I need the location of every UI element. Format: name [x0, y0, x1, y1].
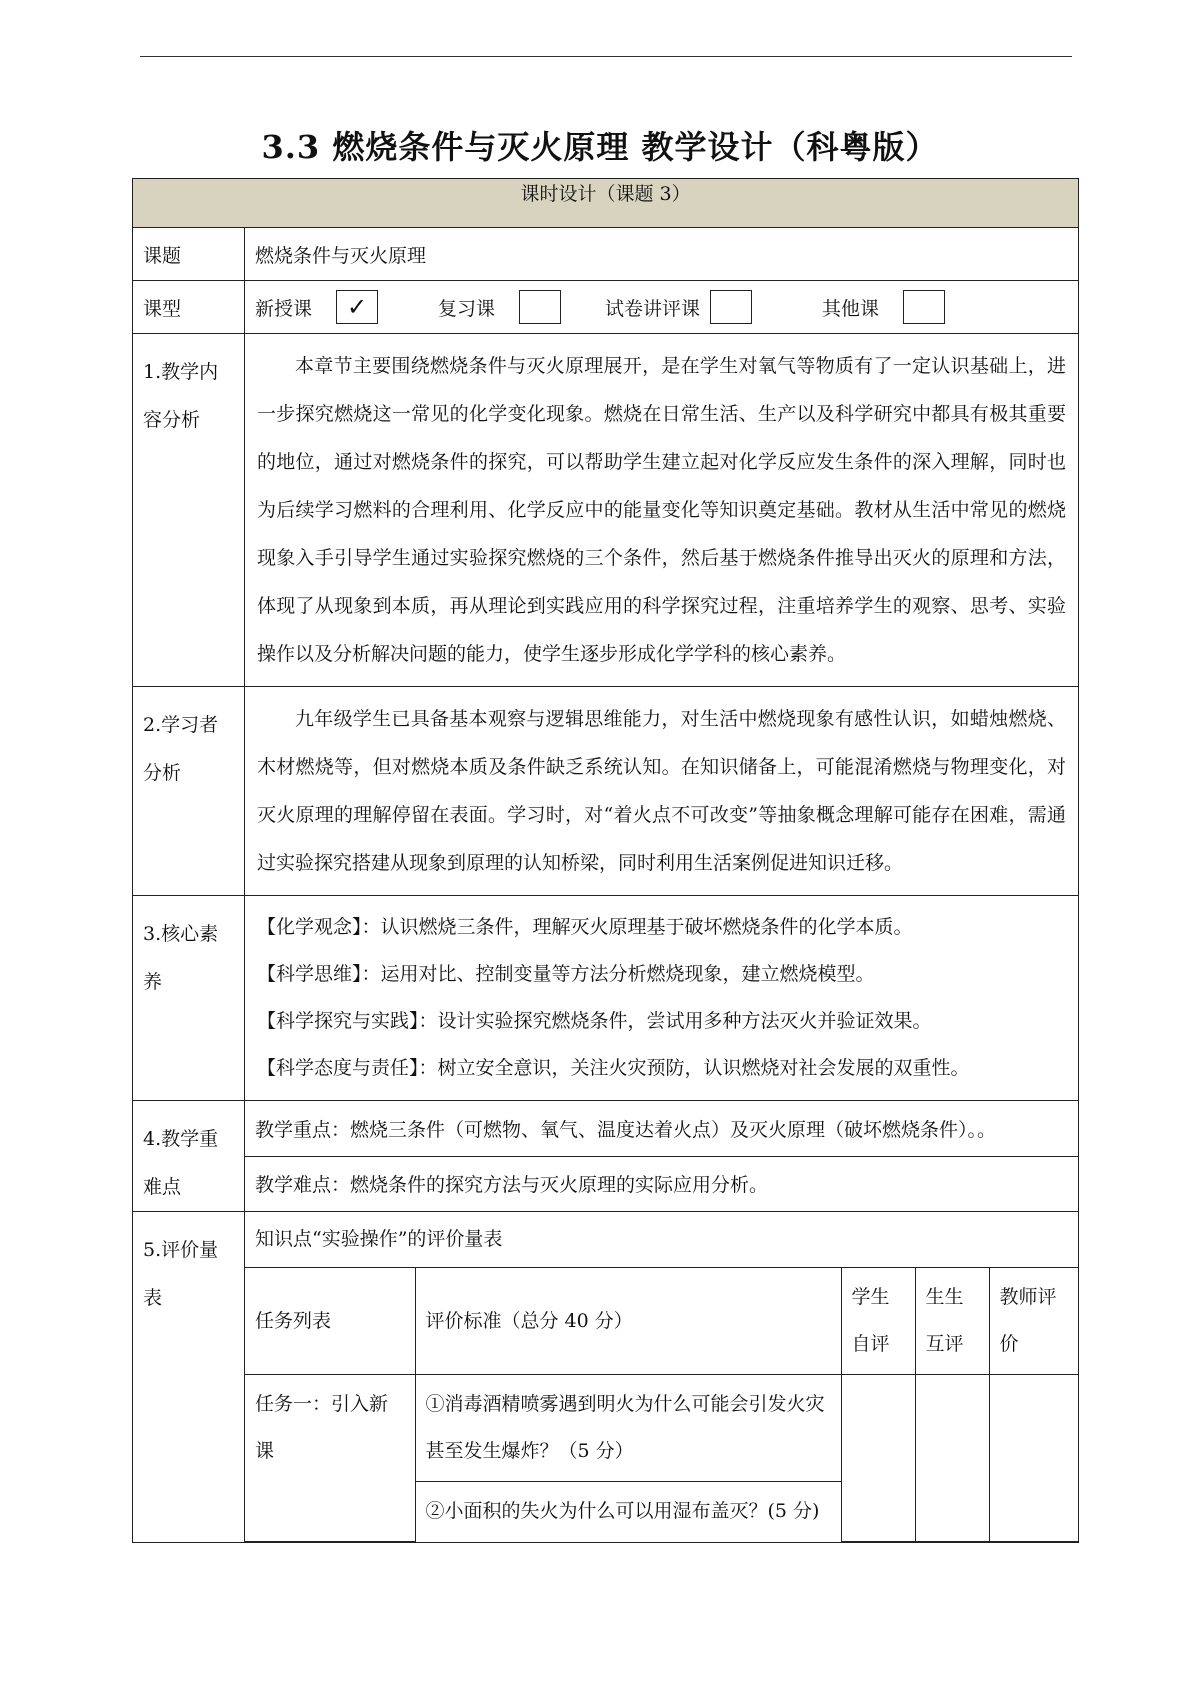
option-label: 新授课	[255, 297, 313, 320]
header-criteria: 评价标准（总分 40 分）	[415, 1268, 841, 1375]
key-points-label: 4.教学重难点	[133, 1101, 245, 1212]
learner-analysis-text: 九年级学生已具备基本观察与逻辑思维能力，对生活中燃烧现象有感性认识，如蜡烛燃烧、木材燃烧等，但对燃烧本质及条件缺乏系统认知。在知识储备上，可能混淆燃烧与物理变化，对灭火原理的理解停留在表面。学习时，对“着火点不可改变”等抽象概念理解可能存在困难，需通过实验探究搭建从现象到原理的认知桥梁，同时利用生活案例促进知识迁移。	[245, 687, 1079, 896]
option-review-lesson	[438, 290, 561, 324]
criteria-item: ②小面积的失火为什么可以用湿布盖灭？(5 分)	[415, 1482, 841, 1542]
header-teacher-eval: 教师评价	[989, 1268, 1079, 1375]
option-label: 其他课	[822, 297, 880, 320]
checkbox-empty	[903, 290, 945, 324]
literacy-item: 【科学思维】：运用对比、控制变量等方法分析燃烧现象，建立燃烧模型。	[257, 963, 875, 985]
self-eval-score	[841, 1375, 915, 1542]
checkbox-checked: ✓	[336, 290, 378, 324]
literacy-item: 【科学态度与责任】：树立安全意识，关注火灾预防，认识燃烧对社会发展的双重性。	[257, 1057, 970, 1079]
core-literacy-list	[245, 896, 1079, 1101]
literacy-item: 【化学观念】：认识燃烧三条件，理解灭火原理基于破坏燃烧条件的化学本质。	[257, 916, 913, 938]
header-peer-eval: 生生互评	[915, 1268, 989, 1375]
evaluation-table	[245, 1212, 1079, 1542]
lesson-type-options	[245, 281, 1079, 334]
lesson-design-table	[132, 178, 1079, 1543]
evaluation-caption: 知识点“实验操作”的评价量表	[245, 1212, 1079, 1268]
option-other-lesson	[822, 290, 945, 324]
option-label: 试卷讲评课	[605, 297, 701, 320]
checkbox-empty	[519, 290, 561, 324]
teaching-focus: 教学重点：燃烧三条件（可燃物、氧气、温度达着火点）及灭火原理（破坏燃烧条件）。。	[245, 1101, 1079, 1157]
content-analysis-label: 1.教学内容分析	[133, 334, 245, 687]
header-task-list: 任务列表	[245, 1268, 415, 1375]
peer-eval-score	[915, 1375, 989, 1542]
header-rule	[140, 56, 1072, 57]
learner-analysis-label: 2.学习者分析	[133, 687, 245, 896]
literacy-item: 【科学探究与实践】：设计实验探究燃烧条件，尝试用多种方法灭火并验证效果。	[257, 1010, 932, 1032]
task-one: 任务一：引入新课	[245, 1375, 415, 1542]
topic-value: 燃烧条件与灭火原理	[245, 228, 1079, 281]
option-label: 复习课	[438, 297, 496, 320]
content-analysis-text: 本章节主要围绕燃烧条件与灭火原理展开，是在学生对氧气等物质有了一定认识基础上，进一步探究燃烧这一常见的化学变化现象。燃烧在日常生活、生产以及科学研究中都具有极其重要的地位，通过对燃烧条件的探究，可以帮助学生建立起对化学反应发生条件的深入理解，同时也为后续学习燃料的合理利用、化学反应中的能量变化等知识奠定基础。教材从生活中常见的燃烧现象入手引导学生通过实验探究燃烧的三个条件，然后基于燃烧条件推导出灭火的原理和方法，体现了从现象到本质，再从理论到实践应用的科学探究过程，注重培养学生的观察、思考、实验操作以及分析解决问题的能力，使学生逐步形成化学学科的核心素养。	[245, 334, 1079, 687]
core-literacy-label: 3.核心素养	[133, 896, 245, 1101]
option-new-lesson	[255, 290, 378, 324]
document-title: 3.3 燃烧条件与灭火原理 教学设计（科粤版）	[261, 128, 939, 166]
option-exam-review-lesson	[605, 290, 752, 324]
teaching-difficulty: 教学难点：燃烧条件的探究方法与灭火原理的实际应用分析。	[245, 1156, 1079, 1212]
evaluation-cell	[245, 1212, 1079, 1543]
header-self-eval: 学生自评	[841, 1268, 915, 1375]
evaluation-label: 5.评价量表	[133, 1212, 245, 1543]
teacher-eval-score	[989, 1375, 1079, 1542]
lesson-type-label: 课型	[133, 281, 245, 334]
topic-label: 课题	[133, 228, 245, 281]
section-header: 课时设计（课题 3）	[133, 179, 1079, 228]
checkbox-empty	[710, 290, 752, 324]
criteria-item: ①消毒酒精喷雾遇到明火为什么可能会引发火灾甚至发生爆炸？（5 分）	[415, 1375, 841, 1482]
